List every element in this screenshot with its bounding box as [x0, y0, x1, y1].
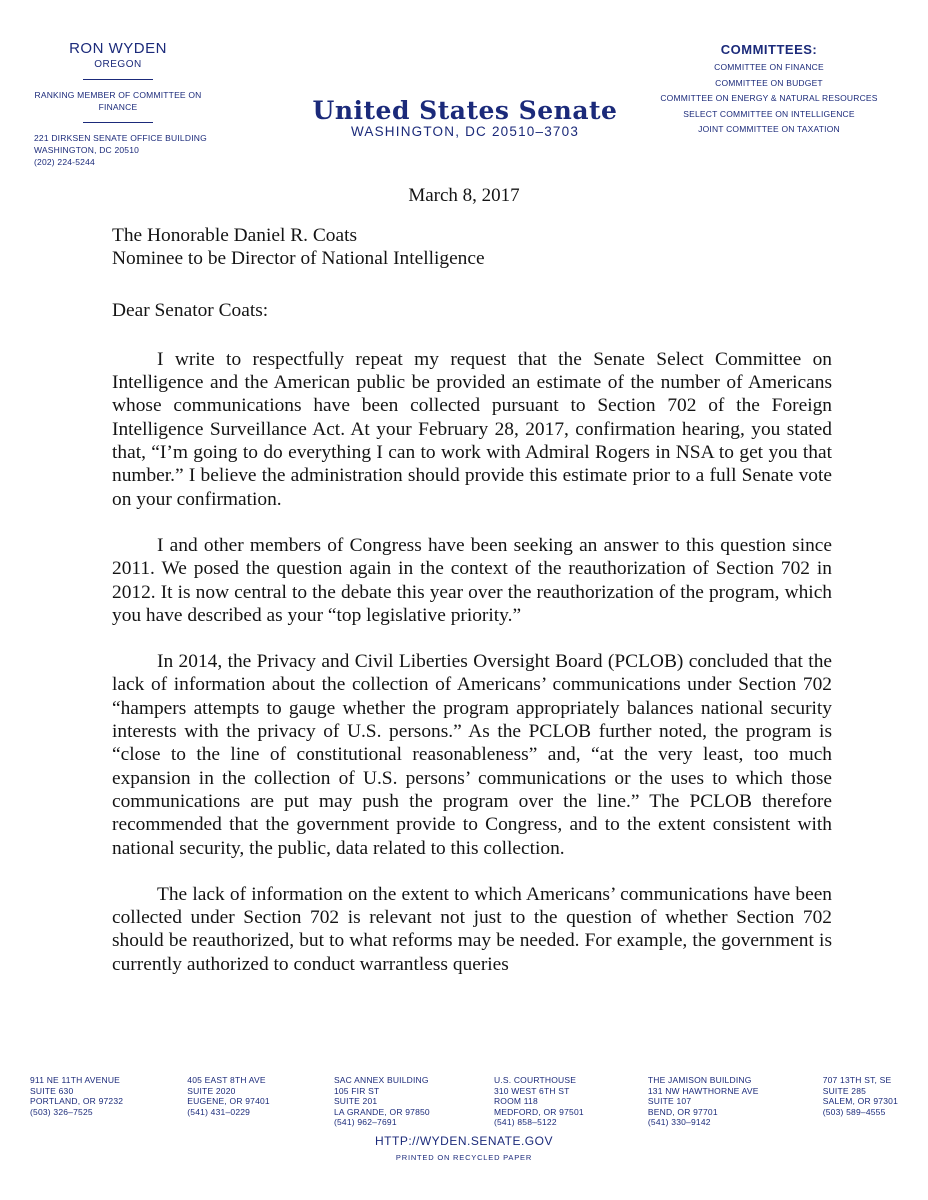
office-line: 405 EAST 8TH AVE — [187, 1075, 266, 1085]
office-line: ROOM 118 — [493, 1096, 538, 1106]
office-line: BEND, OR 97701 — [647, 1106, 718, 1117]
office-line: 707 13TH ST, SE — [822, 1075, 892, 1085]
office-line: SUITE 107 — [647, 1096, 692, 1106]
office-line: 105 FIR ST — [333, 1085, 380, 1096]
address-line: 221 DIRKSEN SENATE OFFICE BUILDING — [34, 133, 207, 143]
recycled-paper-note: PRINTED ON RECYCLED PAPER — [395, 1153, 533, 1162]
salutation: Dear Senator Coats: — [112, 299, 269, 321]
office-line: U.S. COURTHOUSE — [493, 1075, 577, 1085]
office-line: THE JAMISON BUILDING — [647, 1075, 752, 1085]
committee-item: COMMITTEE ON ENERGY & NATURAL RESOURCES — [660, 93, 878, 103]
office-line: SUITE 630 — [30, 1085, 74, 1096]
office-line: PORTLAND, OR 97232 — [30, 1096, 124, 1106]
dc-office-address — [28, 132, 208, 168]
office-bend — [648, 1075, 759, 1128]
senate-title: United States Senate — [312, 96, 618, 125]
office-line: LA GRANDE, OR 97850 — [333, 1106, 430, 1117]
body-paragraph: The lack of information on the extent to which Americans’ communications have been collected under Section 702 is relevant not just to the question of whether Section 702 should be reauthorized, but to what reforms may be needed. For example, the government is currently authorized to conduct warrantless queries — [112, 883, 832, 975]
senate-city: WASHINGTON, DC 20510–3703 — [350, 124, 580, 139]
office-portland — [30, 1075, 123, 1128]
office-line: 911 NE 11TH AVENUE — [30, 1075, 121, 1085]
committee-item: COMMITTEE ON FINANCE — [714, 62, 824, 72]
senator-role-line-1: RANKING MEMBER OF COMMITTEE ON — [34, 90, 202, 100]
office-line: (541) 431–0229 — [187, 1106, 251, 1117]
office-line: SAC ANNEX BUILDING — [333, 1075, 429, 1085]
office-salem — [823, 1075, 898, 1128]
website-url: HTTP://WYDEN.SENATE.GOV — [375, 1134, 553, 1148]
divider — [83, 79, 153, 80]
letter-body — [112, 224, 832, 976]
committees-heading: COMMITTEES: — [720, 42, 818, 57]
senator-state: OREGON — [94, 59, 142, 70]
office-line: EUGENE, OR 97401 — [187, 1096, 270, 1106]
office-line: (503) 326–7525 — [30, 1106, 93, 1117]
senate-seal-text — [300, 96, 630, 139]
address-line: (202) 224-5244 — [34, 157, 95, 167]
committee-item: SELECT COMMITTEE ON INTELLIGENCE — [683, 108, 855, 119]
office-line: (541) 962–7691 — [333, 1117, 397, 1127]
office-medford — [494, 1075, 584, 1128]
address-line: WASHINGTON, DC 20510 — [34, 145, 140, 155]
office-line: MEDFORD, OR 97501 — [493, 1106, 584, 1117]
office-line: (503) 589–4555 — [822, 1106, 886, 1117]
state-offices — [30, 1075, 898, 1128]
office-line: (541) 858–5122 — [493, 1117, 557, 1127]
office-eugene — [187, 1075, 270, 1128]
body-paragraph: I and other members of Congress have been seeking an answer to this question since 2011. We posed the question again in the context of the reauthorization of Section 702 in 2012. It is now central to the debate this year over the reauthorization of the program, which you have described as your “top legislative priority.” — [112, 534, 832, 626]
body-paragraph: In 2014, the Privacy and Civil Liberties Oversight Board (PCLOB) concluded that the lack of information about the collection of Americans’ communications under Section 702 “hampers attempts to gauge whether the program appropriately balances national security interests with the privacy of U.S. persons.” As the PCLOB further noted, the program is “close to the line of constitutional reasonableness” and, “at the very least, too much expansion in the collection of U.S. persons’ communications or the uses to which those communications are put may push the program over the line.” The PCLOB therefore recommended that the government provide to Congress, and to the extent consistent with national security, the public, data related to this collection. — [112, 651, 832, 859]
office-line: 131 NW HAWTHORNE AVE — [647, 1085, 759, 1096]
recipient-title: Nominee to be Director of National Intelligence — [112, 248, 485, 270]
committees-block — [658, 42, 880, 138]
office-line: (541) 330–9142 — [647, 1117, 711, 1127]
office-line: 310 WEST 6TH ST — [493, 1085, 570, 1096]
office-line: SUITE 285 — [822, 1085, 867, 1096]
office-line: SUITE 2020 — [187, 1085, 236, 1096]
office-line: SUITE 201 — [333, 1096, 378, 1106]
letter-date: March 8, 2017 — [408, 185, 520, 206]
body-paragraph: I write to respectfully repeat my request that the Senate Select Committee on Intelligence and the American public be provided an estimate of the number of Americans whose communications have been collected pursuant to Section 702 of the Foreign Intelligence Surveillance Act. At your February 28, 2017, confirmation hearing, you stated that, “I’m going to do everything I can to work with Admiral Rogers in NSA to get you that number.” I believe the administration should provide this estimate prior to a full Senate vote on your confirmation. — [112, 348, 832, 510]
committee-item: COMMITTEE ON BUDGET — [715, 77, 823, 88]
committee-item: JOINT COMMITTEE ON TAXATION — [698, 124, 840, 134]
senator-role-line-2: FINANCE — [98, 102, 138, 112]
senator-name: RON WYDEN — [69, 40, 167, 57]
senator-block — [28, 40, 208, 168]
office-la-grande — [334, 1075, 430, 1128]
divider — [83, 122, 153, 123]
office-line: SALEM, OR 97301 — [822, 1096, 898, 1106]
recipient-name: The Honorable Daniel R. Coats — [112, 225, 358, 246]
